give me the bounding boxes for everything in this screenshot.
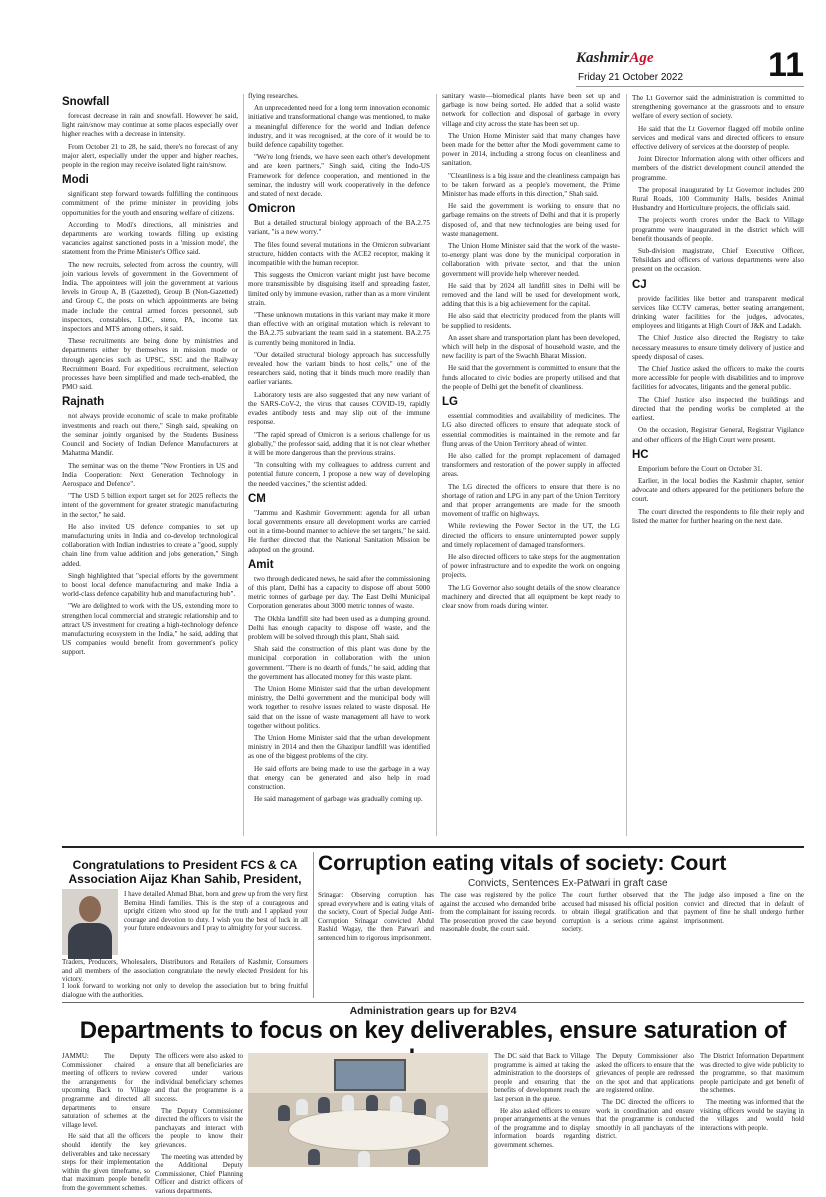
article-paragraph: He said that the government is committed to ensure that the funds allocated to civic bodies are properly utilised and that the people of Delhi get the benefit of cleanliness.	[442, 364, 620, 391]
article-paragraph: He said that by 2024 all landfill sites in Delhi will be removed and the land will be used for development work, adding that this is a big achievement for the capital.	[442, 281, 620, 309]
article-paragraph: sanitary waste—biomedical plants have been set up and garbage is now being sorted. He added that a solid waste network for collection and disposal of garbage in every village and city across the state has been set up.	[442, 92, 620, 128]
article-paragraph: The new recruits, selected from across the country, will join various levels of government in the Government of India. The appointees will join the government at various levels in Group A, B (Gazetted), Group B (Non-Gazetted) and Group C, the posts on which appointments are being made include the central armed forces personnel, sub inspectors, constables, LDC, steno, PA, income tax inspectors and MTS among others, it said.	[62, 260, 238, 334]
section-heading-omicron: Omicron	[248, 203, 296, 216]
article-paragraph: But a detailed structural biology approach of the BA.2.75 variant, "is a new worry."	[248, 219, 430, 237]
article-paragraph: The projects worth crores under the Back to Village programme were inaugurated in the district which will benefit thousands of people.	[632, 216, 804, 243]
column-1	[62, 92, 238, 840]
article-paragraph: The files found several mutations in the Omicron subvariant structure, hidden contacts with the ACE2 receptor, making it incompatible with the human receptor.	[248, 240, 430, 268]
admin-col-5: The District Information Department was directed to give wide publicity to the programme, so that maximum people participate and get benefit of the schemes. The meeting was informed that the visiting officers would be staying in the villages and would hold interactions with people.	[700, 1053, 804, 1132]
column-divider	[313, 852, 314, 998]
masthead	[576, 46, 804, 88]
congrats-body-lower: Traders, Producers, Wholesalers, Distributors and Retailers of Kashmir, Consumers and all members of the association congratulate the newly elected President for his victory.	[62, 958, 308, 984]
article-paragraph: "These unknown mutations in this variant may make it more than effective with an original mutation which is relevant to the BA.2.75 subvariant the team said in a statement. BA.2.75 is currently being monitored in India.	[248, 311, 430, 347]
corruption-col-1: Srinagar: Observing corruption has spread everywhere and is eating vitals of the society, Court of Special Judge Anti-Corruption Srinagar convicted Abdul Rashid Wagay, the then Patwari and sentenced him to rigorous imprisonment.	[318, 892, 434, 942]
article-paragraph: These recruitments are being done by ministries and departments either by themselves in mission mode or through agencies such as UPSC, SSC and the Railway Recruitment Board. For expeditious recruitment, selection processes have been simplified and made tech-enabled, the PMO said.	[62, 337, 238, 392]
article-paragraph: The court directed the respondents to file their reply and listed the matter for further hearing on the next date.	[632, 507, 804, 525]
article-paragraph: not always provide economic of scale to make profitable investments and reach out there," Singh said, speaking on the seminar jointly organised by the Students Business Council and Society of Indian Defence Manufacturers at Mahatma Mandir.	[62, 412, 238, 458]
article-paragraph: "We are delighted to work with the US, extending more to strengthen local commercial and strategic relationship and to attract US investment for creating a high-technology defence manufacturing ecosystem in the India," he said, adding that US companies would benefit from government's policy support.	[62, 602, 238, 657]
corruption-headline: Corruption eating vitals of society: Court	[318, 852, 727, 875]
corruption-col-3: The court further observed that the accused had misused his official position to obtain illegal gratification and that corruption is a serious crime against society.	[562, 892, 678, 934]
article-paragraph: He said efforts are being made to use the garbage in a way that energy can be generated and also help in road construction.	[248, 764, 430, 791]
article-paragraph: "The rapid spread of Omicron is a serious challenge for us globally," the professor said, adding that it is not clear whether it will be more dangerous than the previous strains.	[248, 430, 430, 457]
admin-col-3: The DC said that Back to Village programme is aimed at taking the administration to the doorsteps of people and ensuring that the benefits of development reach the last person in the queue. He also asked officers to ensure proper arrangements at the venues of the programme and to display information boards regarding government schemes.	[494, 1053, 590, 1149]
article-paragraph: The Union Home Minister said that many changes have been made for the better after the Modi government came to power in 2014, including a strong focus on cleanliness and sanitation.	[442, 131, 620, 168]
section-heading-snowfall: Snowfall	[62, 96, 110, 108]
corruption-subheadline: Convicts, Sentences Ex-Patwari in graft case	[468, 878, 668, 889]
article-paragraph: Joint Director Information along with other officers and members of the district development council attended the programme.	[632, 155, 804, 182]
section-heading-modi: Modi	[62, 174, 89, 187]
article-paragraph: The Union Home Minister said that the work of the waste-to-energy plant was done by the municipal corporation in collaboration with private sector, and that the union government will provide help wherever needed.	[442, 242, 620, 278]
admin-headline: Departments to focus on key deliverables, ensure saturation of	[79, 1017, 787, 1044]
page-number: 11	[768, 46, 804, 84]
article-paragraph: The Chief Justice asked the officers to make the courts more accessible for people with disabilities and to improve facilities for advocates, litigants and the general public.	[632, 365, 804, 392]
article-paragraph: An asset share and transportation plant has been developed, which will help in the disposal of household waste, and the new facility is part of the Swachh Bharat Mission.	[442, 333, 620, 361]
article-paragraph: The Union Home Minister said that the urban development ministry, the Delhi government and the municipal body will work together to resolve issues related to waste disposal. He said that on the issue of waste management all have to work together without politics.	[248, 684, 430, 730]
article-paragraph: The Okhla landfill site had been used as a dumping ground. Delhi has enough capacity to dispose off waste, and the problem will be solved through this plant, Shah said.	[248, 614, 430, 641]
article-paragraph: "Jammu and Kashmir Government: agenda for all urban local governments ensure all development works are carried out in a time-bound manner to achieve the set targets," he said. He further directed that the National Sanitation Mission be adopted on the ground.	[248, 508, 430, 554]
congrats-body: I have detailed Ahmad Bhat, born and grew up from the very first Bemina Hindi families. This is the step of a courageous and upright citizen who stood up for the truth and I applaud your courage and devotion to duty. I wish you the best of luck in all your future endeavours and I pray to almighty for your success.	[124, 890, 308, 933]
article-paragraph: provide facilities like better and transparent medical services like CCTV cameras, better seating arrangement, drinking water facilities for the judges, advocates, employees and litigants at High Court of J&K and Ladakh.	[632, 294, 804, 331]
column-4	[632, 94, 804, 840]
section-heading-lg: LG	[442, 396, 458, 409]
column-2	[248, 92, 430, 840]
admin-col-4: The Deputy Commissioner also asked the officers to ensure that the grievances of people are redressed on the spot and that applications are registered online. The DC directed the officers to work in coordination and ensure that the programme is conducted smoothly in all panchayats of the district.	[596, 1053, 694, 1141]
corruption-col-2: The case was registered by the police against the accused who demanded bribe from the complainant for issuing records. The prosecution proved the case beyond reasonable doubt, the court said.	[440, 892, 556, 934]
section-rule	[62, 1002, 804, 1003]
masthead-rule	[576, 86, 804, 87]
portrait-photo	[62, 889, 118, 955]
column-3	[442, 92, 620, 840]
article-paragraph: "The USD 5 billion export target set for 2025 reflects the intent of the government for greater strategic manufacturing in the sector," he said.	[62, 492, 238, 519]
article-paragraph: forecast decrease in rain and snowfall. However he said, light rain/snow may continue at some places especially over higher reaches with a decrease in intensity.	[62, 112, 238, 139]
article-paragraph: He said management of garbage was gradually coming up.	[254, 795, 423, 804]
article-paragraph: He said the government is working to ensure that no garbage remains on the streets of Delhi and that it is properly disposed of, and that new technologies are being used for waste management.	[442, 202, 620, 238]
article-paragraph: Singh highlighted that "special efforts by the government to boost local defence manufacturing and make India a world-class defence capability hub and manufacturing hub".	[62, 571, 238, 599]
section-rule	[62, 846, 804, 848]
section-heading-cj: CJ	[632, 278, 647, 291]
article-paragraph: "Our detailed structural biology approach has successfully revealed how the variant binds to host cells," one of the researchers said, noting that it binds much more readily than earlier variants.	[248, 350, 430, 387]
article-paragraph: Laboratory tests are also suggested that any new variant of the SARS-CoV-2, the virus that causes COVID-19, rapidly evades antibody tests and may slip out of the immune response.	[248, 390, 430, 427]
article-paragraph: The Chief Justice also directed the Registry to take necessary measures to ensure timely delivery of justice and speedy disposal of cases.	[632, 334, 804, 361]
article-paragraph: two through dedicated news, he said after the commissioning of this plant, Delhi has a capacity to dispose off about 5000 metric tonnes of garbage per day. The East Delhi Municipal Corporation generates about 3000 metric tonnes of waste.	[248, 574, 430, 611]
article-paragraph: The Union Home Minister said that the urban development ministry in 2014 and then the Ghazipur landfill was identified as one of the biggest problems of the city.	[248, 733, 430, 761]
admin-col-2: The officers were also asked to ensure that all beneficiaries are covered under various individual beneficiary schemes and that the programme is a success. The Deputy Commissioner directed the officers to visit the panchayats and interact with the people to know their grievances. The meeting was attended by the Additional Deputy Commissioner, Chief Planning Officer and district officers of various departments.	[155, 1053, 243, 1195]
newspaper-name: KashmirAge	[576, 50, 654, 66]
article-paragraph: The proposal inaugurated by Lt Governor includes 200 Rural Roads, 100 Community Halls, besides Animal Husbandry and Horticulture projects, the officials said.	[632, 185, 804, 213]
article-paragraph: Earlier, in the local bodies the Kashmir chapter, senior advocate and others appeared for the petitioners before the court.	[632, 476, 804, 504]
article-paragraph: The LG directed the officers to ensure that there is no shortage of ration and LPG in any part of the Union Territory and that proper arrangements are made for the smooth movement of traffic on highways.	[442, 482, 620, 519]
article-paragraph: He also said that electricity produced from the plants will be supplied to residents.	[442, 312, 620, 330]
article-paragraph: According to Modi's directions, all ministries and departments are working towards filling up existing vacancies against sanctioned posts in a 'mission mode', the statement from the Prime Minister's Office said.	[62, 220, 238, 257]
article-paragraph: From October 21 to 28, he said, there's no forecast of any major alert, especially under the upper and higher reaches, people in the region may receive isolated light rain/snow.	[62, 142, 238, 170]
article-paragraph: "We're long friends, we have seen each other's development and are keen partners," Singh said, citing the Indo-US Framework for defence cooperation, and mentioned in the seminar, the industry will work cooperatively in the defence and stated of next decade.	[248, 153, 430, 199]
article-paragraph: He said that the Lt Governor flagged off mobile online services and medical vans and directed officers to ensure effective delivery of services at the doorstep of people.	[632, 124, 804, 152]
article-paragraph: An unprecedented need for a long term innovation economic initiative and transformational change was mentioned, to make a meaningful difference for the world and Indian defence industry, and it was recognised, at the core of it would be to build defence capability together.	[248, 104, 430, 150]
article-paragraph: essential commodities and availability of medicines. The LG also directed officers to ensure that adequate stock of essential commodities is maintained in the remote and far flung areas of the Union Territory ahead of winter.	[442, 412, 620, 448]
article-paragraph: Sub-division magistrate, Chief Executive Officer, Tehsildars and officers of various departments were also present on the occasion.	[632, 247, 804, 274]
article-paragraph: flying researches.	[248, 92, 299, 100]
article-paragraph: The seminar was on the theme "New Frontiers in US and India Cooperation: Next Generation Technology in Aerospace and Defence".	[62, 461, 238, 488]
issue-date: Friday 21 October 2022	[578, 72, 684, 83]
article-paragraph: "In consulting with my colleagues to address current and potential future concern, I propose a new way of developing the needed vaccines," the scientist added.	[248, 461, 430, 488]
section-heading-rajnath: Rajnath	[62, 396, 105, 409]
section-heading-hc: HC	[632, 448, 649, 461]
congrats-headline: Congratulations to President FCS & CA Association Aijaz Khan Sahib, President,	[68, 858, 302, 886]
article-paragraph: significant step forward towards fulfilling the continuous commitment of the prime minister in providing jobs opportunities for the youth and ensuring welfare of citizens.	[62, 190, 238, 217]
article-paragraph: While reviewing the Power Sector in the UT, the LG directed the officers to ensure uninterrupted power supply and timely replacement of damaged transformers.	[442, 522, 620, 549]
article-paragraph: This suggests the Omicron variant might just have become more transmissible by disguising itself and spreading faster, limited only by immune evasion, rather than as a more virulent strain.	[248, 271, 430, 307]
article-paragraph: On the occasion, Registrar General, Registrar Vigilance and other officers of the High Court were present.	[632, 426, 804, 444]
article-paragraph: He also invited US defence companies to set up manufacturing units in India and co-develop technological collaboration with Indian industries to create a "good, supply chain line from value addition and jobs generation," Singh added.	[62, 522, 238, 568]
article-paragraph: The Chief Justice also inspected the buildings and directed that the pending works be completed at the earliest.	[632, 395, 804, 423]
article-paragraph: The Lt Governor said the administration is committed to strengthening governance at the grassroots and to ensure welfare of every section of society.	[632, 94, 804, 121]
article-paragraph: Emporium before the Court on October 31.	[638, 464, 763, 473]
column-divider	[436, 94, 437, 836]
column-divider	[243, 94, 244, 836]
article-paragraph: He also directed officers to take steps for the augmentation of power infrastructure and to expedite the work on ongoing projects.	[442, 552, 620, 580]
admin-col-1: JAMMU: The Deputy Commissioner chaired a meeting of officers to review the arrangements for the upcoming Back to Village programme and directed all departments to ensure saturation of schemes at the village level. He said that all the officers should identify the key deliverables and take necessary steps for their implementation within the given timeframe, so that maximum people benefit from the government schemes.	[62, 1053, 150, 1192]
corruption-col-4: The judge also imposed a fine on the convict and directed that in default of payment of fine he shall undergo further imprisonment.	[684, 892, 804, 925]
section-heading-amit: Amit	[248, 558, 274, 571]
article-paragraph: Shah said the construction of this plant was done by the municipal corporation in collaboration with the union government. "There is no dearth of funds," he said, adding that the government has allocated money for this waste plant.	[248, 645, 430, 681]
congrats-body-footer: I look forward to working not only to develop the association but to bring fruitful dialogue with the authorities.	[62, 982, 308, 999]
article-paragraph: "Cleanliness is a big issue and the cleanliness campaign has to be taken forward as a people's movement, the Prime Minister has made efforts in this direction," Shah said.	[442, 171, 620, 199]
meeting-photo	[248, 1053, 488, 1167]
column-divider	[626, 94, 627, 836]
admin-kicker: Administration gears up for B2V4	[349, 1005, 517, 1017]
article-paragraph: The LG Governor also sought details of the snow clearance machinery and directed that all equipment be kept ready to clear snow from roads during winter.	[442, 583, 620, 610]
article-paragraph: He also called for the prompt replacement of damaged transformers and restoration of the power supply in affected areas.	[442, 451, 620, 479]
section-heading-cm: CM	[248, 492, 266, 505]
